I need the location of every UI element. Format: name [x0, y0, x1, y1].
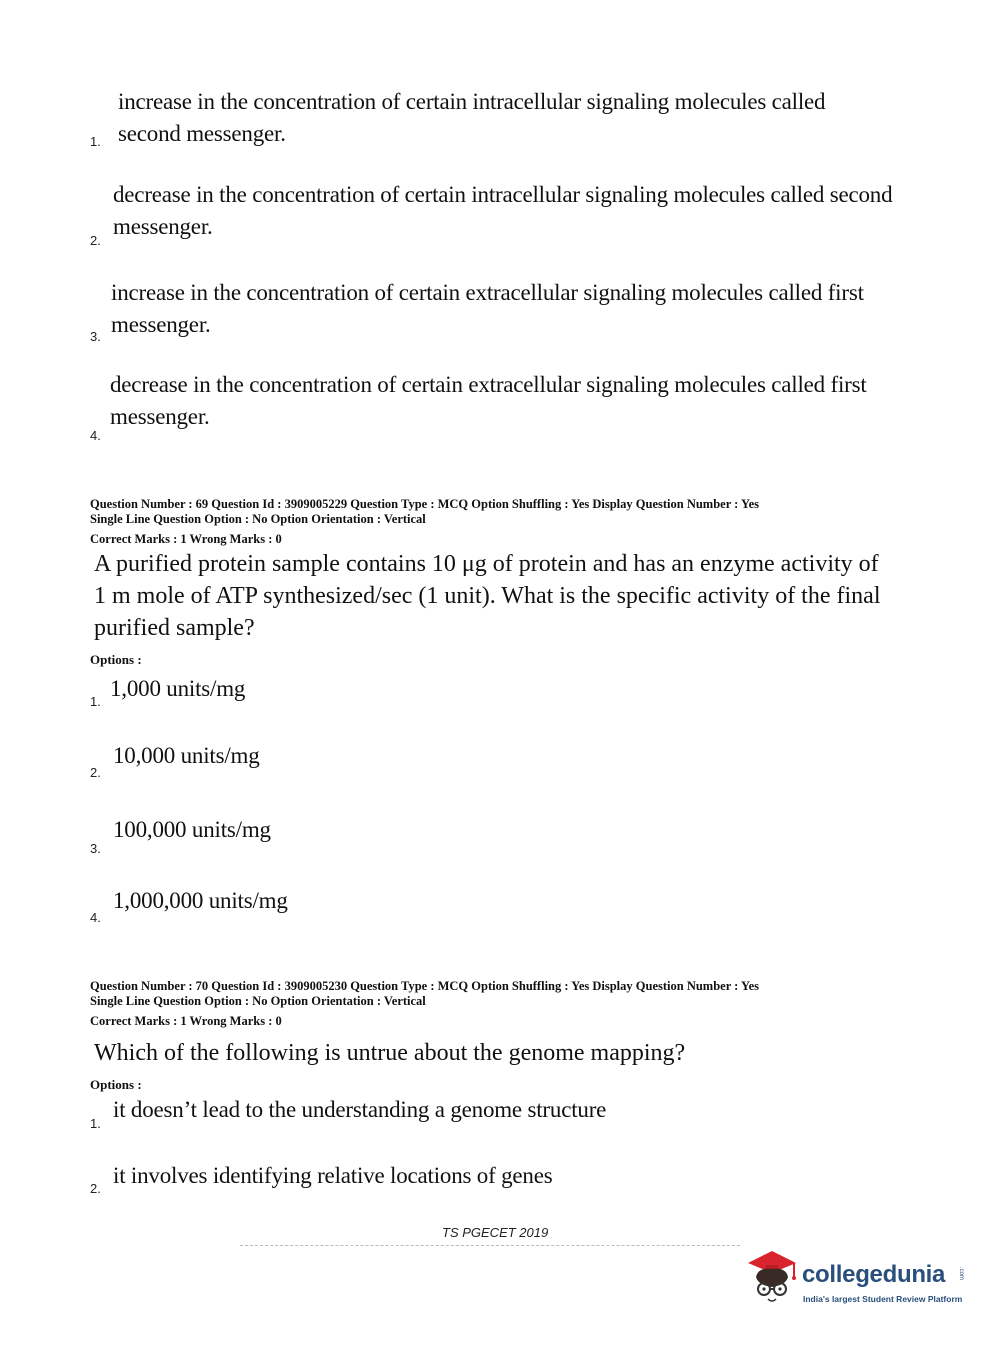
q70-option-2-number: 2.: [90, 1181, 101, 1196]
prev-option-4-text: decrease in the concentration of certain extracellular signaling molecules called first messenger.: [110, 372, 867, 429]
q69-option-3-number: 3.: [90, 841, 101, 856]
q70-options-label: Options :: [90, 1077, 142, 1092]
q69-option-4-text: 1,000,000 units/mg: [113, 888, 288, 913]
prev-option-3-number: 3.: [90, 329, 101, 344]
q70-marks: Correct Marks : 1 Wrong Marks : 0: [90, 1014, 282, 1028]
q69-meta-line1: Question Number : 69 Question Id : 3909005229 Question Type : MCQ Option Shuffling : Yes Display Question Number : Yes: [90, 497, 760, 511]
q69-meta-line2: Single Line Question Option : No Option Orientation : Vertical: [90, 512, 426, 526]
q69-options-label: Options :: [90, 652, 142, 667]
q70-option-2-text: it involves identifying relative locations of genes: [113, 1163, 553, 1188]
q69-option-2-text: 10,000 units/mg: [113, 743, 260, 768]
prev-option-1-number: 1.: [90, 134, 101, 149]
graduate-mascot-icon: [742, 1247, 800, 1305]
prev-option-2-text: decrease in the concentration of certain intracellular signaling molecules called second messenger.: [113, 182, 893, 239]
q69-option-3-text: 100,000 units/mg: [113, 817, 271, 842]
q69-question-text: A purified protein sample contains 10 μg of protein and has an enzyme activity of 1 m mole of ATP synthesized/sec (1 unit). What is the specific activity of the final purified sample?: [94, 551, 881, 641]
q70-meta-line1: Question Number : 70 Question Id : 3909005230 Question Type : MCQ Option Shuffling : Yes Display Question Number : Yes: [90, 979, 760, 993]
q69-option-2-number: 2.: [90, 765, 101, 780]
q70-option-1-text: it doesn’t lead to the understanding a genome structure: [113, 1097, 607, 1122]
logo-wordmark: collegedunia: [802, 1261, 946, 1288]
q70-question-text: Which of the following is untrue about the genome mapping?: [94, 1040, 686, 1066]
footer-divider: [240, 1245, 740, 1246]
q69-option-1-text: 1,000 units/mg: [110, 676, 246, 701]
collegedunia-logo: [742, 1247, 972, 1307]
q70-option-1-number: 1.: [90, 1116, 101, 1131]
q69-option-4-number: 4.: [90, 910, 101, 925]
footer-exam-name: TS PGECET 2019: [442, 1225, 549, 1240]
logo-tagline: India's largest Student Review Platform: [803, 1294, 963, 1304]
q69-option-1-number: 1.: [90, 694, 101, 709]
q70-meta-line2: Single Line Question Option : No Option Orientation : Vertical: [90, 994, 426, 1008]
logo-com-suffix: .com: [958, 1267, 964, 1281]
prev-option-4-number: 4.: [90, 428, 101, 443]
q69-marks: Correct Marks : 1 Wrong Marks : 0: [90, 532, 282, 546]
prev-option-3-text: increase in the concentration of certain extracellular signaling molecules called first messenger.: [111, 280, 864, 337]
prev-option-2-number: 2.: [90, 233, 101, 248]
prev-option-1-text: increase in the concentration of certain intracellular signaling molecules called second messenger.: [118, 89, 826, 146]
